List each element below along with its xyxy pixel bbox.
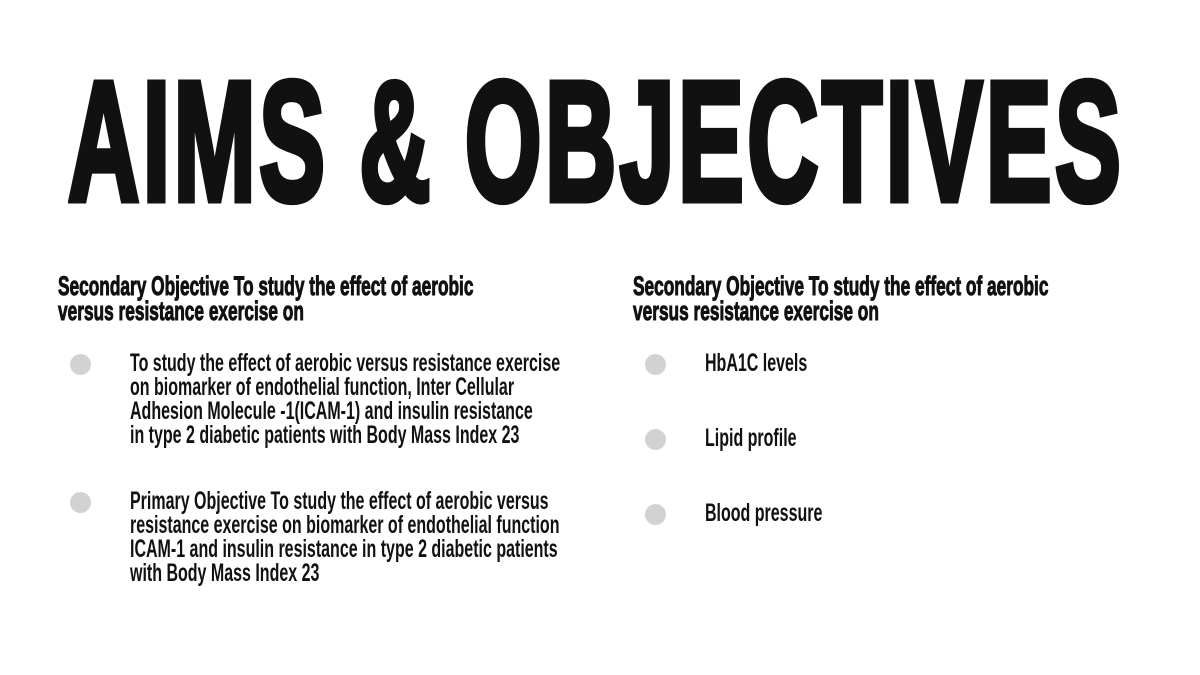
circle-bullet-icon xyxy=(70,354,91,375)
slide-title: AIMS & OBJECTIVES xyxy=(68,47,1125,237)
circle-bullet-icon xyxy=(645,354,666,375)
heading-line: versus resistance exercise on xyxy=(58,296,304,326)
bullet-text xyxy=(705,351,865,375)
bullet-text xyxy=(130,351,802,447)
bullet-text xyxy=(130,489,801,585)
heading-line: Secondary Objective To study the effect of aerobic xyxy=(633,271,1049,301)
bullet-line: on biomarker of endothelial function, Inter Cellular xyxy=(130,373,515,401)
bullet-line: Adhesion Molecule -1(ICAM-1) and insulin resistance xyxy=(130,397,533,425)
circle-bullet-icon xyxy=(645,429,666,450)
bullet-line: in type 2 diabetic patients with Body Mass Index 23 xyxy=(130,421,520,449)
heading-line: versus resistance exercise on xyxy=(633,296,879,326)
heading-line: Secondary Objective To study the effect of aerobic xyxy=(58,271,474,301)
bullet-line: To study the effect of aerobic versus resistance exercise xyxy=(130,349,561,377)
circle-bullet-icon xyxy=(70,492,91,513)
right-column-heading xyxy=(633,271,1200,326)
bullet-text xyxy=(705,501,888,525)
bullet-line: resistance exercise on biomarker of endothelial function xyxy=(130,511,560,539)
bullet-line: ICAM-1 and insulin resistance in type 2 diabetic patients xyxy=(130,535,558,563)
bullet-line: Lipid profile xyxy=(705,424,797,452)
bullet-text xyxy=(705,426,848,450)
left-column-heading xyxy=(58,271,707,326)
bullet-line: HbA1C levels xyxy=(705,349,808,377)
bullet-line: with Body Mass Index 23 xyxy=(130,559,320,587)
bullet-line: Blood pressure xyxy=(705,499,823,527)
bullet-line: Primary Objective To study the effect of aerobic versus xyxy=(130,487,549,515)
circle-bullet-icon xyxy=(645,504,666,525)
